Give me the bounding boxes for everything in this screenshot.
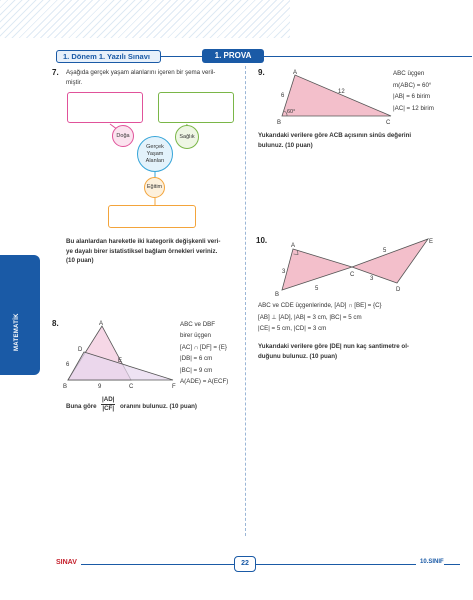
- q9-info-line: |AB| = 6 birim: [393, 93, 431, 100]
- q7-box-doga[interactable]: [67, 92, 143, 123]
- q8-label-d: D: [78, 347, 83, 353]
- q8-figure: [60, 318, 180, 390]
- q7-box-egitim[interactable]: [108, 205, 196, 228]
- q7-intro-line: miştir.: [66, 78, 83, 86]
- q7-node-egitim-label: Eğitim: [146, 184, 163, 190]
- q9-figure: [265, 66, 395, 128]
- q7-node-center-label: Gerçek Yaşam Alanları: [145, 143, 165, 164]
- q7-question-line: (10 puan): [66, 257, 94, 264]
- q7-question-line: Bu alanlardan hareketle iki kategorik değişkenli veri-: [66, 238, 221, 245]
- q9-label-b: B: [277, 120, 282, 126]
- q10-question: [258, 342, 470, 361]
- q8-label-six: 6: [66, 362, 70, 368]
- q8-info-line: |DB| = 6 cm: [180, 355, 213, 363]
- q7-box-saglik[interactable]: [158, 92, 234, 123]
- q7-node-saglik: [175, 125, 199, 149]
- q9-label-side-ac: 12: [338, 89, 345, 95]
- q8-info-line: |BC| = 9 cm: [180, 366, 213, 374]
- q10-label-c: C: [350, 272, 355, 278]
- q8-label-a: A: [99, 321, 104, 327]
- q8-number: 8.: [52, 319, 59, 328]
- q9-info-line: |AC| = 12 birim: [393, 104, 434, 112]
- q7-question-line: ye dayalı birer istatistiksel bağlam örnekleri veriniz.: [66, 247, 218, 255]
- q8-label-b: B: [63, 384, 68, 390]
- q8-frac-den: |CF|: [102, 405, 115, 412]
- q9-label-a: A: [293, 70, 298, 76]
- q10-label-ab: 3: [282, 269, 286, 275]
- q10-question-line: Yukarıdaki verilere göre |DE| nun kaç santimetre ol-: [258, 343, 409, 350]
- q7-number: 7.: [52, 68, 59, 77]
- q10-info-line: [AB] ⊥ [AD], |AB| = 3 cm, |BC| = 5 cm: [258, 313, 362, 321]
- q8-question-suffix: oranını bulunuz. (10 puan): [120, 403, 197, 410]
- q10-triangle-abc: [282, 249, 352, 290]
- q10-label-cd: 3: [370, 276, 374, 282]
- q8-fraction: [101, 396, 115, 413]
- q10-figure: [265, 234, 445, 299]
- q10-label-bc: 5: [315, 286, 319, 292]
- q9-info-line: ABC üçgen: [393, 70, 425, 77]
- q8-frac-num: |AD|: [102, 396, 115, 403]
- q7-intro-line: Aşağıda gerçek yaşam alanlarını içeren bir şema veril-: [66, 69, 216, 76]
- q7-node-doga: [112, 125, 134, 147]
- q8-info-line: ABC ve DBF: [180, 321, 216, 328]
- section-badge: 1. PROVA: [202, 49, 264, 63]
- q8-question-prefix: Buna göre: [66, 403, 97, 410]
- q9-info: [393, 68, 468, 114]
- q8-info-line: [AC] ∩ [DF] = {E}: [180, 343, 227, 351]
- q8-label-nine: 9: [98, 384, 102, 390]
- q8-label-c: C: [129, 384, 134, 390]
- page-number: 22: [234, 556, 256, 572]
- q10-label-e: E: [429, 239, 434, 245]
- q8-label-e: E: [118, 358, 123, 364]
- subject-tab: [0, 255, 40, 375]
- publisher-logo: SINAV: [56, 559, 81, 566]
- q10-label-d: D: [396, 287, 401, 293]
- q9-question: [258, 131, 468, 150]
- q8-info: [180, 319, 244, 387]
- grade-label: 10.SINIF: [416, 559, 444, 565]
- q10-info-line: ABC ve CDE üçgenlerinde, [AD] ∩ [BE] = {C}: [258, 302, 382, 309]
- q10-info-line: |CE| = 5 cm, |CD| = 3 cm: [258, 325, 327, 332]
- footer-rule: [56, 564, 460, 565]
- q8-triangle-dbf: [68, 352, 173, 380]
- q7-node-doga-label: Doğa: [116, 132, 130, 139]
- column-divider: [245, 66, 246, 536]
- q10-label-b: B: [275, 292, 280, 298]
- q10-label-ce: 5: [383, 248, 387, 254]
- q7-node-center: [137, 136, 173, 172]
- q9-label-angle: 60°: [287, 109, 296, 115]
- q10-triangle-cde: [352, 239, 428, 283]
- q10-info: [258, 300, 468, 335]
- exam-title: 1. Dönem 1. Yazılı Sınavı: [56, 50, 161, 63]
- q9-label-side-ab: 6: [281, 93, 285, 99]
- q9-number: 9.: [258, 68, 265, 77]
- q7-node-egitim: [144, 177, 165, 198]
- q9-question-line: bulunuz. (10 puan): [258, 141, 313, 149]
- q9-info-line: m(ABC) = 60°: [393, 81, 432, 89]
- q8-label-f: F: [172, 384, 176, 390]
- q10-question-line: duğunu bulunuz. (10 puan): [258, 352, 338, 360]
- q9-label-c: C: [386, 120, 391, 126]
- header-pattern: [0, 0, 290, 38]
- subject-tab-label: MATEMATİK: [14, 313, 20, 351]
- q10-label-a: A: [291, 243, 296, 249]
- q8-info-line: birer üçgen: [180, 332, 211, 340]
- q10-number: 10.: [256, 236, 268, 245]
- q7-node-saglik-label: Sağlık: [179, 133, 195, 140]
- q8-info-line: A(ADE) = A(ECF): [180, 378, 229, 386]
- q9-triangle: [282, 75, 391, 116]
- q7-intro: [66, 68, 241, 87]
- q9-question-line: Yukarıdaki verilere göre ACB açısının sinüs değerini: [258, 132, 412, 139]
- q7-question: [66, 237, 244, 266]
